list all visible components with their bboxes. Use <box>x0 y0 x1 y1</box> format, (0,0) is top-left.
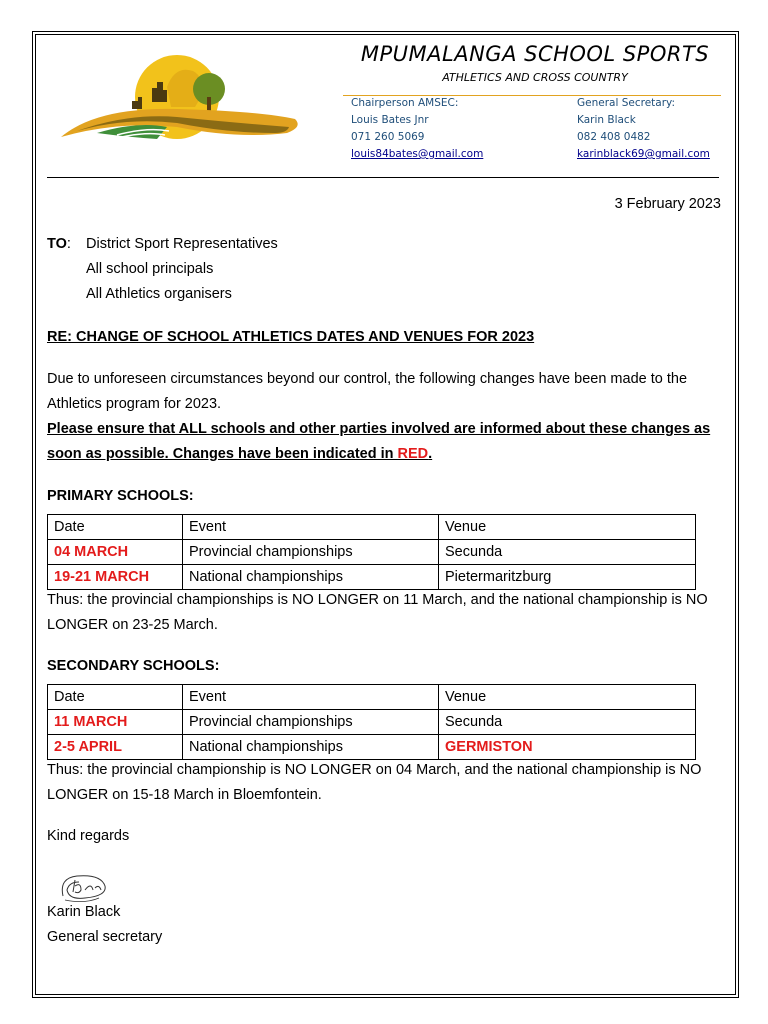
closing-name: Karin Black <box>47 904 121 920</box>
org-subtitle: ATHLETICS AND CROSS COUNTRY <box>442 71 628 84</box>
row-date: 2-5 APRIL <box>48 735 183 760</box>
header-event: Event <box>183 685 439 710</box>
row-event: National championships <box>183 565 439 590</box>
subject-line: RE: CHANGE OF SCHOOL ATHLETICS DATES AND VENUES FOR 2023 <box>47 329 535 345</box>
intro-paragraph: Due to unforeseen circumstances beyond our control, the following changes have been made to the Athletics program for 2023. <box>47 371 688 412</box>
header-venue: Venue <box>439 515 696 540</box>
row-venue: Pietermaritzburg <box>439 565 696 590</box>
header-date: Date <box>48 685 183 710</box>
secretary-name: Karin Black <box>577 114 636 126</box>
row-venue: Secunda <box>439 540 696 565</box>
chairperson-contact <box>351 95 483 163</box>
secondary-heading: SECONDARY SCHOOLS: <box>47 658 220 674</box>
secondary-note: Thus: the provincial championship is NO LONGER on 04 March, and the national championship is NO LONGER on 15-18 March in Bloemfontein. <box>47 762 702 803</box>
closing-title: General secretary <box>47 929 163 945</box>
row-date: 11 MARCH <box>48 710 183 735</box>
row-venue: Secunda <box>439 710 696 735</box>
header-venue: Venue <box>439 685 696 710</box>
to-label: TO: <box>47 236 71 252</box>
chairperson-phone: 071 260 5069 <box>351 131 425 143</box>
row-event: Provincial championships <box>183 540 439 565</box>
row-date: 19-21 MARCH <box>48 565 183 590</box>
recipient-item: District Sport Representatives <box>86 236 278 252</box>
secondary-table <box>47 684 696 760</box>
emphasis-suffix: . <box>428 446 433 462</box>
row-event: Provincial championships <box>183 710 439 735</box>
row-venue: GERMISTON <box>439 735 696 760</box>
to-label-text: TO <box>47 236 67 252</box>
primary-heading: PRIMARY SCHOOLS: <box>47 488 194 504</box>
header-date: Date <box>48 515 183 540</box>
recipient-item: All Athletics organisers <box>86 286 232 302</box>
table-header-row <box>48 515 696 540</box>
primary-note: Thus: the provincial championships is NO LONGER on 11 March, and the national championship is NO LONGER on 23-25 March. <box>47 592 708 633</box>
emphasis-paragraph <box>47 417 727 467</box>
chairperson-name: Louis Bates Jnr <box>351 114 429 126</box>
chairperson-email-link[interactable]: louis84bates@gmail.com <box>351 148 484 160</box>
table-header-row <box>48 685 696 710</box>
secretary-role: General Secretary: <box>577 97 676 109</box>
row-event: National championships <box>183 735 439 760</box>
recipient-item: All school principals <box>86 261 214 277</box>
secretary-email-link[interactable]: karinblack69@gmail.com <box>577 148 710 160</box>
table-row <box>48 565 696 590</box>
recipients-list <box>86 232 278 307</box>
table-row <box>48 735 696 760</box>
table-row <box>48 710 696 735</box>
row-date: 04 MARCH <box>48 540 183 565</box>
chairperson-role: Chairperson AMSEC: <box>351 97 459 109</box>
emphasis-red-word: RED <box>397 446 429 462</box>
header-event: Event <box>183 515 439 540</box>
logo-icon <box>57 47 305 147</box>
header-rule <box>47 177 719 178</box>
primary-table <box>47 514 696 590</box>
secretary-phone: 082 408 0482 <box>577 131 651 143</box>
letter-date: 3 February 2023 <box>614 196 721 212</box>
table-row <box>48 540 696 565</box>
emphasis-text: Please ensure that ALL schools and other parties involved are informed about these changes as soon as possible. Changes have been indicated in <box>47 421 711 462</box>
secretary-contact <box>577 95 710 163</box>
closing-regards: Kind regards <box>47 828 130 844</box>
org-title: MPUMALANGA SCHOOL SPORTS <box>360 42 710 66</box>
